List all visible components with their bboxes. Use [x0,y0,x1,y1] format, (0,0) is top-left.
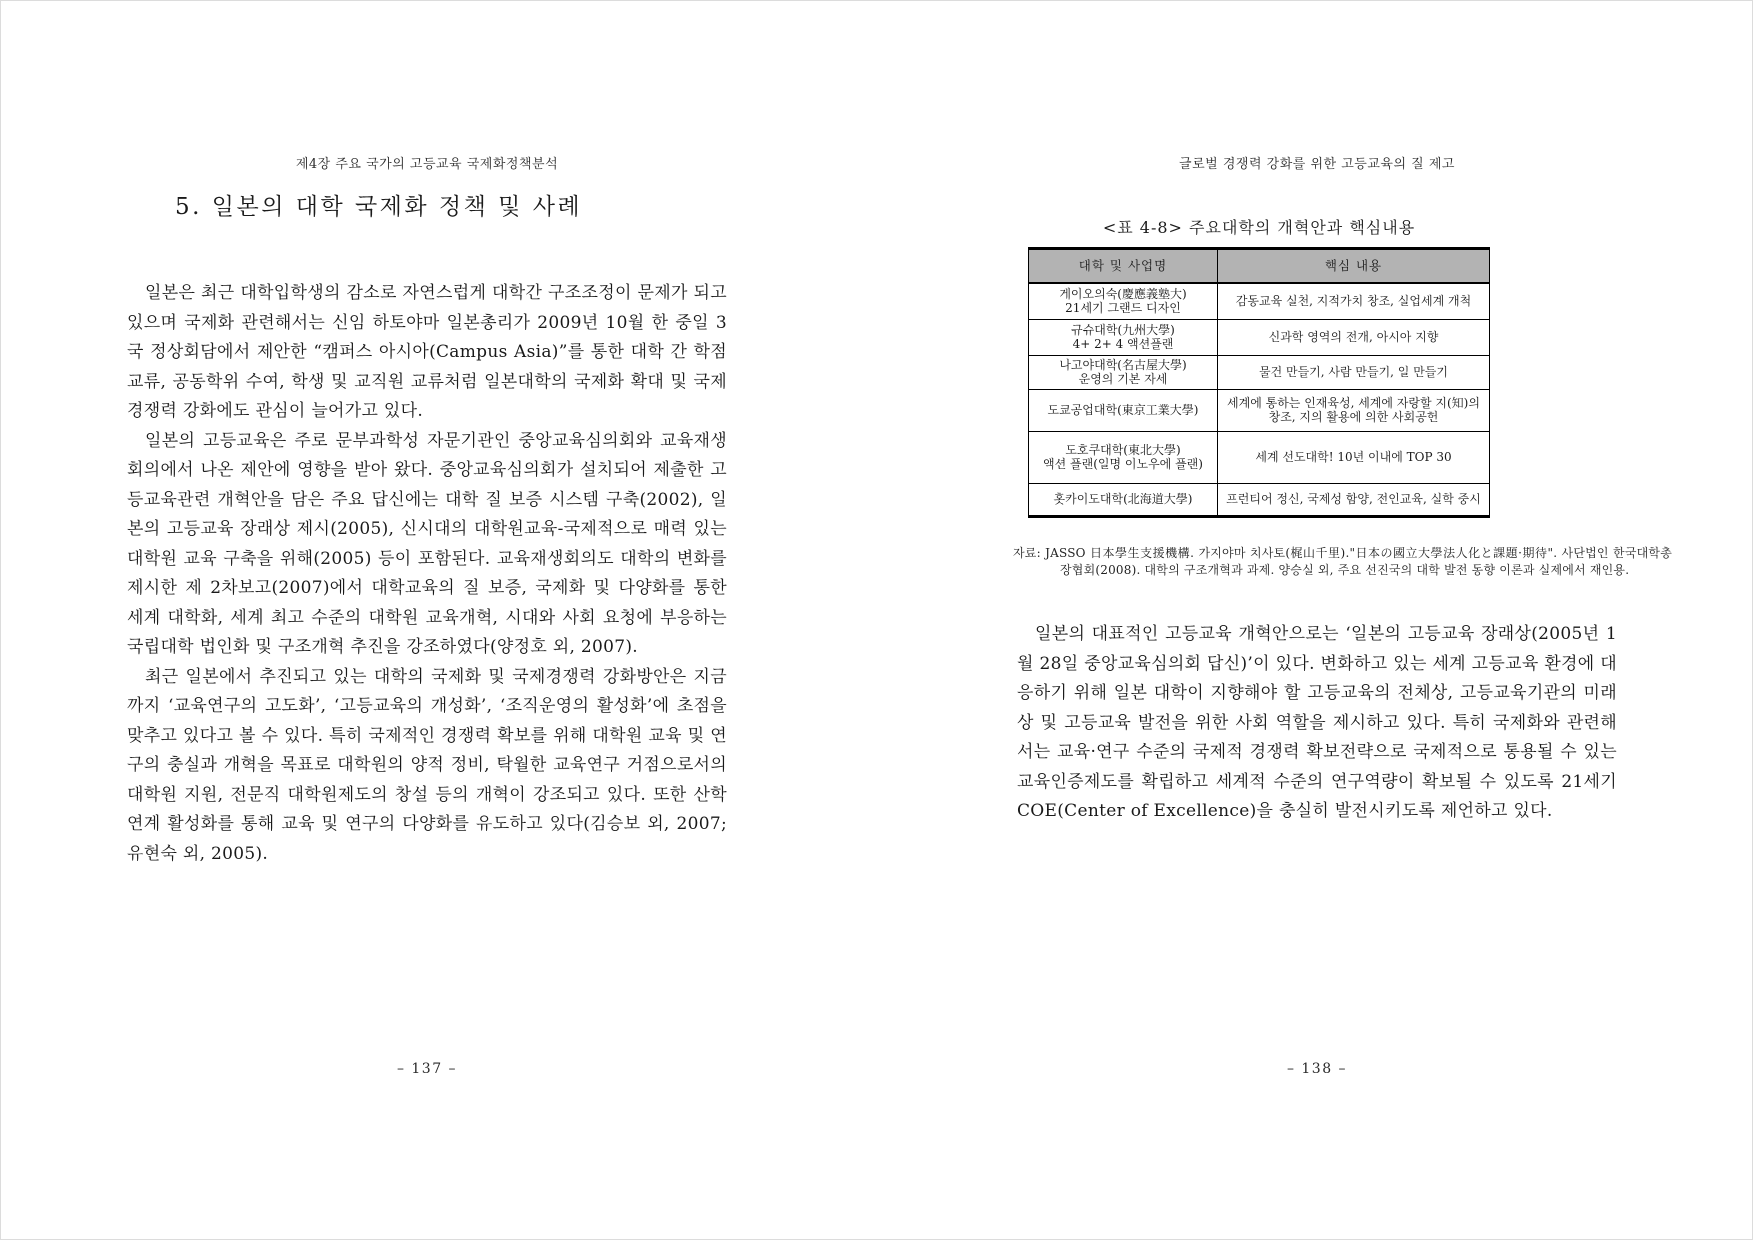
university-reform-table [1028,247,1490,518]
table-row [1029,283,1490,319]
content-cell: 감동교육 실천, 지적가치 창조, 실업세계 개척 [1218,283,1490,319]
table-row [1029,389,1490,431]
paragraph: 일본은 최근 대학입학생의 감소로 자연스럽게 대학간 구조조정이 문제가 되고 있으며 국제화 관련해서는 신임 하토야마 일본총리가 2009년 10월 한 중일 3국 정상회담에서 제안한 “캠퍼스 아시아(Campus Asia)”를 통한 대학 간 학점교류, 공동학위 수여, 학생 및 교직원 교류처럼 일본대학의 국제화 확대 및 국제경쟁력 강화에도 관심이 늘어가고 있다. [127,283,727,421]
table-row [1029,319,1490,355]
project-name: 4+ 2+ 4 액션플랜 [1072,337,1174,351]
university-name: 도호쿠대학(東北大學) [1065,442,1181,457]
university-name: 나고야대학(名古屋大學) [1059,357,1187,372]
table-row [1029,483,1490,516]
left-running-header: 제4장 주요 국가의 고등교육 국제화정책분석 [295,157,559,172]
right-page-number: – 138 – [1286,1061,1348,1077]
university-name: 도쿄공업대학(東京工業大學) [1047,402,1199,417]
university-name: 홋카이도대학(北海道大學) [1053,491,1193,506]
project-name: 21세기 그랜드 디자인 [1065,301,1181,316]
column-header-university: 대학 및 사업명 [1029,249,1218,284]
table-header-row [1029,249,1490,284]
paragraph: 최근 일본에서 추진되고 있는 대학의 국제화 및 국제경쟁력 강화방안은 지금까지 ‘교육연구의 고도화’, ‘고등교육의 개성화’, ‘조직운영의 활성화’에 초점을 맞추고 있다고 볼 수 있다. 특히 국제적인 경쟁력 확보를 위해 대학원 교육 및 연구의 충실과 개혁을 목표로 대학원의 양적 정비, 탁월한 교육연구 거점으로서의 대학원 지원, 전문직 대학원제도의 창설 등의 개혁이 강조되고 있다. 또한 산학연계 활성화를 통해 교육 및 연구의 다양화를 유도하고 있다(김승보 외, 2007; 유현숙 외, 2005). [127,666,727,864]
university-cell [1029,319,1218,355]
table-source-note: 자료: JASSO 日本學生支援機構. 가지야마 치사토(梶山千里)."日本の國立大學法人化と課題·期待". 사단법인 한국대학총장협회(2008). 대학의 구조개혁과 과제. 양승실 외, 주요 선진국의 대학 발전 동향 이론과 실제에서 재인용. [1013,546,1672,577]
content-cell: 세계에 통하는 인재육성, 세계에 자랑할 지(知)의 창조, 지의 활용에 의한 사회공헌 [1218,389,1490,431]
university-name: 게이오의숙(慶應義塾大) [1059,286,1187,301]
university-cell [1029,355,1218,389]
content-cell: 프런티어 정신, 국제성 함양, 전인교육, 실학 중시 [1218,483,1490,516]
university-cell [1029,431,1218,483]
university-name: 규슈대학(九州大學) [1071,322,1175,337]
right-body-text [1017,620,1617,827]
university-cell [1029,389,1218,431]
project-name: 액션 플랜(일명 이노우에 플랜) [1043,457,1203,471]
table-row [1029,355,1490,389]
paragraph: 일본의 고등교육은 주로 문부과학성 자문기관인 중앙교육심의회와 교육재생회의에서 나온 제안에 영향을 받아 왔다. 중앙교육심의회가 설치되어 제출한 고등교육관련 개혁안을 담은 주요 답신에는 대학 질 보증 시스템 구축(2002), 일본의 고등교육 장래상 제시(2005), 신시대의 대학원교육-국제적으로 매력 있는 대학원 교육 구축을 위해(2005) 등이 포함된다. 교육재생회의도 대학의 변화를 제시한 제 2차보고(2007)에서 대학교육의 질 보증, 국제화 및 다양화를 통한 세계 대학화, 세계 최고 수준의 대학원 교육개혁, 시대와 사회 요청에 부응하는 국립대학 법인화 및 구조개혁 추진을 강조하였다(양정호 외, 2007). [127,430,727,657]
section-heading: 5. 일본의 대학 국제화 정책 및 사례 [175,194,583,220]
university-cell [1029,283,1218,319]
right-running-header: 글로벌 경쟁력 강화를 위한 고등교육의 질 제고 [1179,157,1455,172]
content-cell: 물건 만들기, 사람 만들기, 일 만들기 [1218,355,1490,389]
paragraph: 일본의 대표적인 고등교육 개혁안으로는 ‘일본의 고등교육 장래상(2005년 1월 28일 중앙교육심의회 답신)’이 있다. 변화하고 있는 세계 고등교육 환경에 대응하기 위해 일본 대학이 지향해야 할 고등교육의 전체상, 고등교육기관의 미래상 및 고등교육 발전을 위한 사회 역할을 제시하고 있다. 특히 국제화와 관련해서는 교육·연구 수준의 국제적 경쟁력 확보전략으로 국제적으로 통용될 수 있는 교육인증제도를 확립하고 세계적 수준의 연구역량이 확보될 수 있도록 21세기 COE(Center of Excellence)을 충실히 발전시키도록 제언하고 있다. [1017,624,1617,821]
table-title: <표 4-8> 주요대학의 개혁안과 핵심내용 [1102,218,1416,237]
left-page-number: – 137 – [396,1061,458,1077]
content-cell: 세계 선도대학! 10년 이내에 TOP 30 [1218,431,1490,483]
project-name: 운영의 기본 자세 [1078,372,1168,386]
table-row [1029,431,1490,483]
left-body-text [127,279,727,869]
column-header-content: 핵심 내용 [1218,249,1490,284]
content-cell: 신과학 영역의 전개, 아시아 지향 [1218,319,1490,355]
university-cell [1029,483,1218,516]
